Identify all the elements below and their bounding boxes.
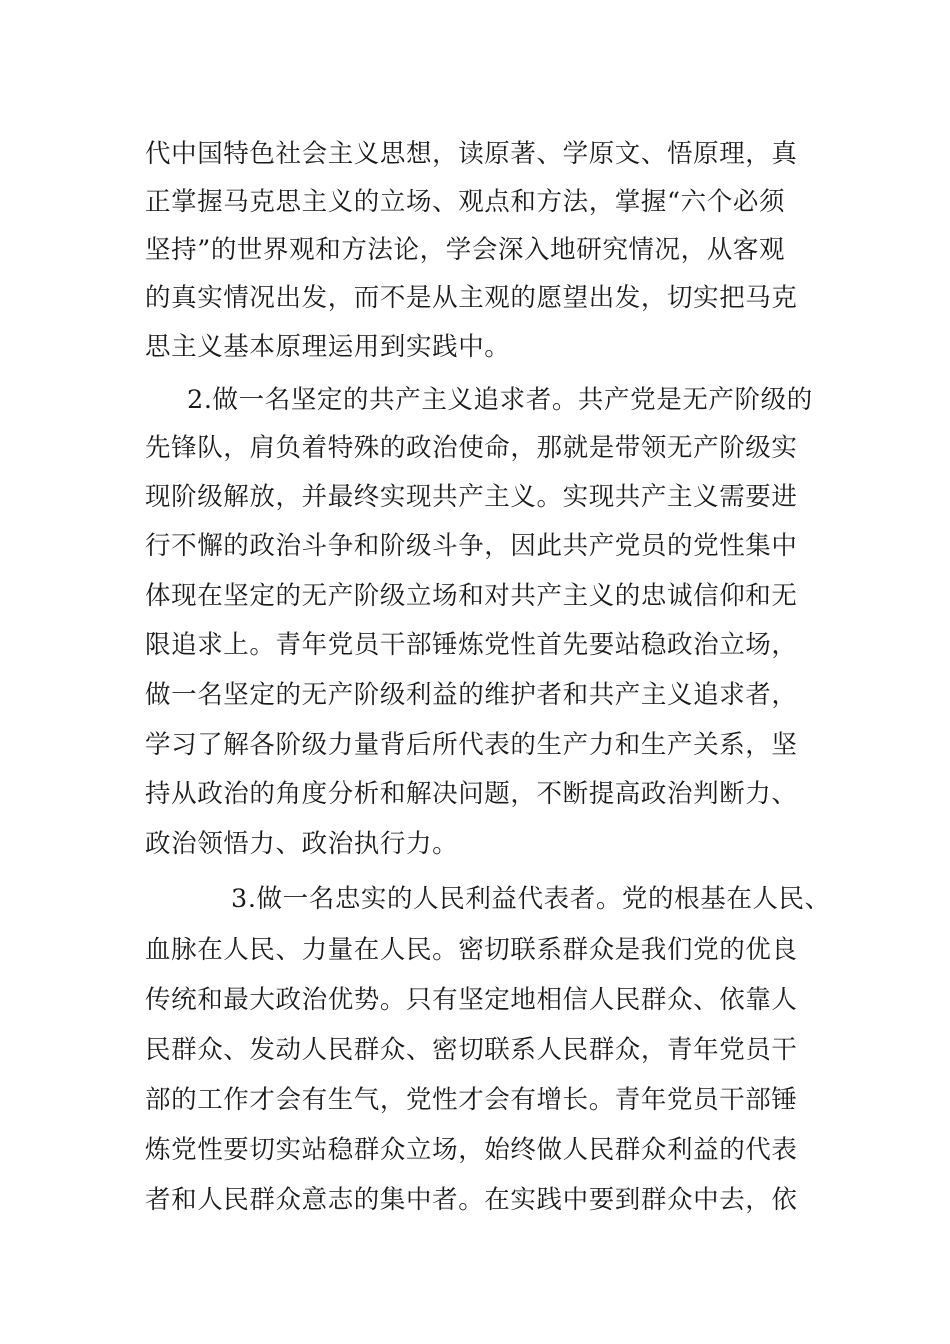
text-line: 政治领悟力、政治执行力。 [145,829,459,859]
text-line: 代中国特色社会主义思想，读原著、学原文、悟原理，真 [145,139,798,169]
text-line: 现阶级解放，并最终实现共产主义。实现共产主义需要进 [145,482,798,512]
paragraph-heading: 2.做一名坚定的共产主义追求者。共产党是无产阶级的 [187,385,813,415]
text-line: 炼党性要切实站稳群众立场，始终做人民群众利益的代表 [145,1135,798,1165]
paragraph-heading: 3.做一名忠实的人民利益代表者。党的根基在人民、 [231,884,831,914]
text-line: 限追求上。青年党员干部锤炼党性首先要站稳政治立场， [145,630,798,660]
text-line: 体现在坚定的无产阶级立场和对共产主义的忠诚信仰和无 [145,581,798,611]
text-line: 行不懈的政治斗争和阶级斗争，因此共产党员的党性集中 [145,531,798,561]
text-line: 部的工作才会有生气，党性才会有增长。青年党员干部锤 [145,1085,798,1115]
text-line: 坚持”的世界观和方法论，学会深入地研究情况，从客观 [145,235,786,265]
text-line: 做一名坚定的无产阶级利益的维护者和共产主义追求者， [145,680,798,710]
text-line: 正掌握马克思主义的立场、观点和方法，掌握“六个必须 [145,187,786,217]
text-line: 先锋队，肩负着特殊的政治使命，那就是带领无产阶级实 [145,433,798,463]
text-line: 持从政治的角度分析和解决问题，不断提高政治判断力、 [145,779,798,809]
text-line: 者和人民群众意志的集中者。在实践中要到群众中去，依 [145,1185,798,1215]
text-line: 传统和最大政治优势。只有坚定地相信人民群众、依靠人 [145,985,798,1015]
text-line: 学习了解各阶级力量背后所代表的生产力和生产关系，坚 [145,730,798,760]
text-line: 民群众、发动人民群众、密切联系人民群众，青年党员干 [145,1035,798,1065]
text-line: 血脉在人民、力量在人民。密切联系群众是我们党的优良 [145,935,798,965]
text-line: 思主义基本原理运用到实践中。 [145,332,511,362]
text-line: 的真实情况出发，而不是从主观的愿望出发，切实把马克 [145,283,798,313]
